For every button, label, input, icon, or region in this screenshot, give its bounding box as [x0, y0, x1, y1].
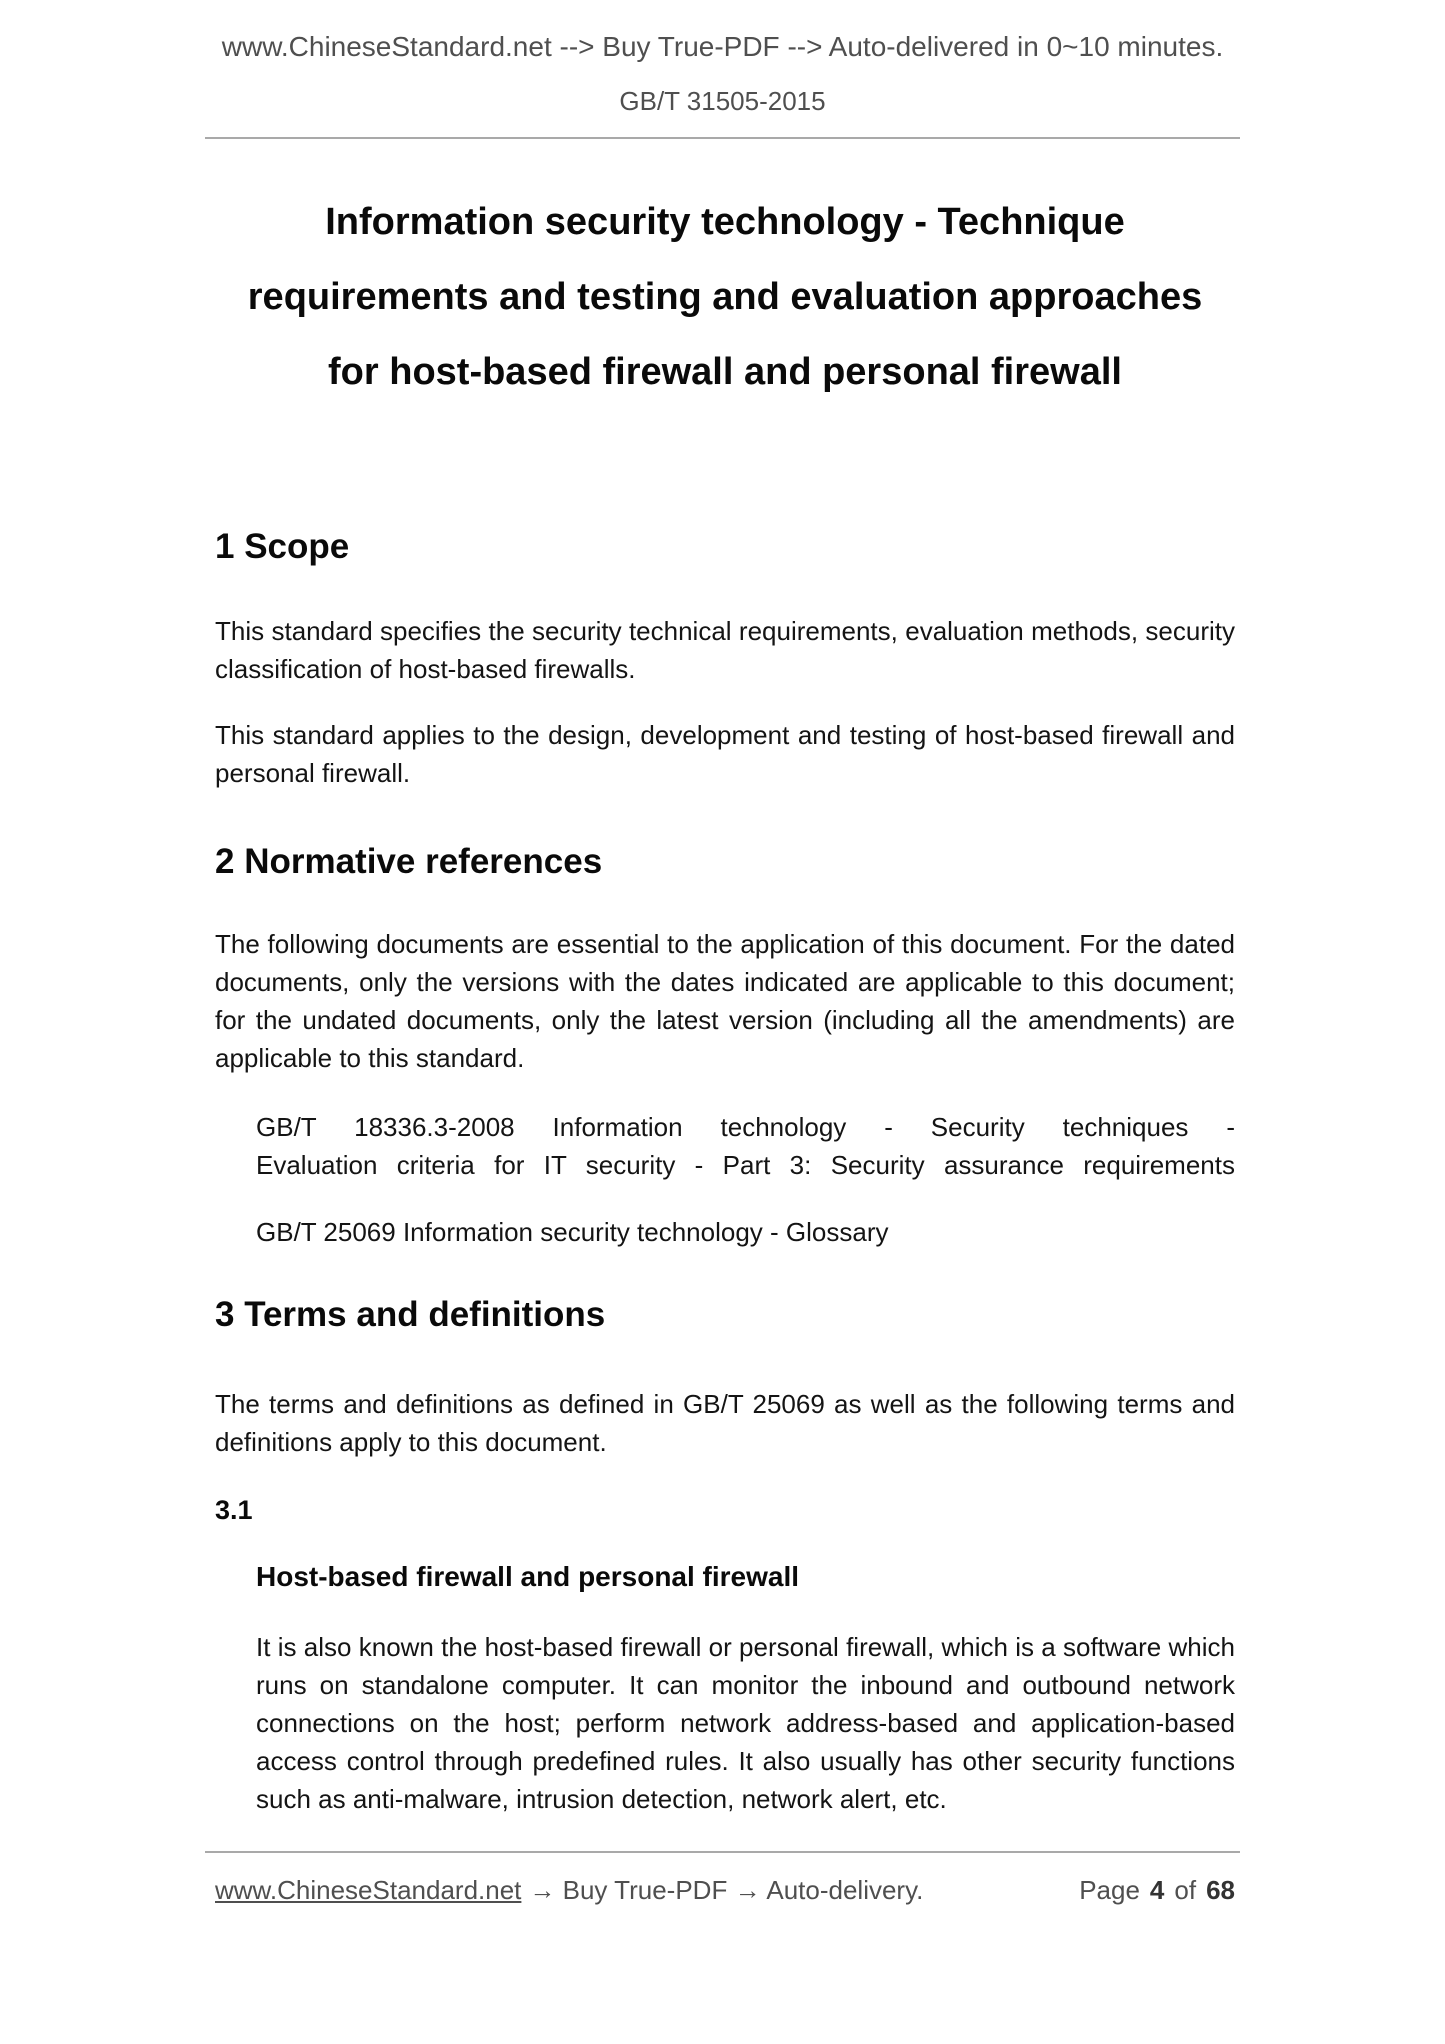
title-line-2: requirements and testing and evaluation approaches: [247, 276, 1203, 318]
scope-heading: 1 Scope: [215, 527, 350, 566]
of-word: of: [1174, 1875, 1197, 1905]
page-indicator: [1079, 1874, 1235, 1906]
term-name: Host-based firewall and personal firewall: [256, 1561, 800, 1592]
footer-website-link[interactable]: www.ChineseStandard.net: [215, 1875, 522, 1905]
reference-1-line-2: Evaluation criteria for IT security - Part 3: Security assurance requirements: [256, 1150, 1235, 1180]
reference-item-1: [256, 1108, 1235, 1184]
scope-paragraph-1: This standard specifies the security technical requirements, evaluation methods, security classification of host-based firewalls.: [215, 616, 1235, 684]
footer-tail-text: → Buy True-PDF → Auto-delivery.: [529, 1875, 924, 1905]
normative-references-heading: 2 Normative references: [215, 842, 603, 881]
footer-left: [215, 1874, 923, 1906]
scope-paragraph-2: This standard applies to the design, development and testing of host-based firewall and personal firewall.: [215, 720, 1235, 788]
page-word: Page: [1079, 1875, 1140, 1905]
footer-divider: [205, 1851, 1240, 1853]
title-line-1: Information security technology - Technique: [325, 201, 1125, 243]
normative-intro-paragraph: The following documents are essential to the application of this document. For the dated documents, only the versions with the dates indicated are applicable to this document; for the undated documents, only the latest version (including all the amendments) are applicable to this standard.: [215, 929, 1235, 1073]
current-page-number: 4: [1149, 1875, 1165, 1905]
term-number: 3.1: [215, 1495, 253, 1525]
terms-definitions-heading: 3 Terms and definitions: [215, 1295, 606, 1334]
document-title: [215, 185, 1235, 410]
total-page-number: 68: [1206, 1875, 1235, 1905]
title-line-3: for host-based firewall and personal firewall: [328, 351, 1122, 393]
term-definition-paragraph: It is also known the host-based firewall or personal firewall, which is a software which runs on standalone computer. It can monitor the inbound and outbound network connections on the host; perform network address-based and application-based access control through predefined rules. It also usually has other security functions such as anti-malware, intrusion detection, network alert, etc.: [256, 1632, 1235, 1814]
reference-1-line-1: GB/T 18336.3-2008 Information technology - Security techniques -: [256, 1112, 1235, 1142]
header-banner: www.ChineseStandard.net --> Buy True-PDF --> Auto-delivered in 0~10 minutes.: [221, 31, 1224, 62]
terms-intro-paragraph: The terms and definitions as defined in GB/T 25069 as well as the following terms and definitions apply to this document.: [215, 1389, 1235, 1457]
reference-item-2: GB/T 25069 Information security technology - Glossary: [256, 1217, 889, 1247]
page-footer: [215, 1874, 1235, 1906]
doc-number: GB/T 31505-2015: [619, 86, 826, 116]
header-divider: [205, 137, 1240, 139]
